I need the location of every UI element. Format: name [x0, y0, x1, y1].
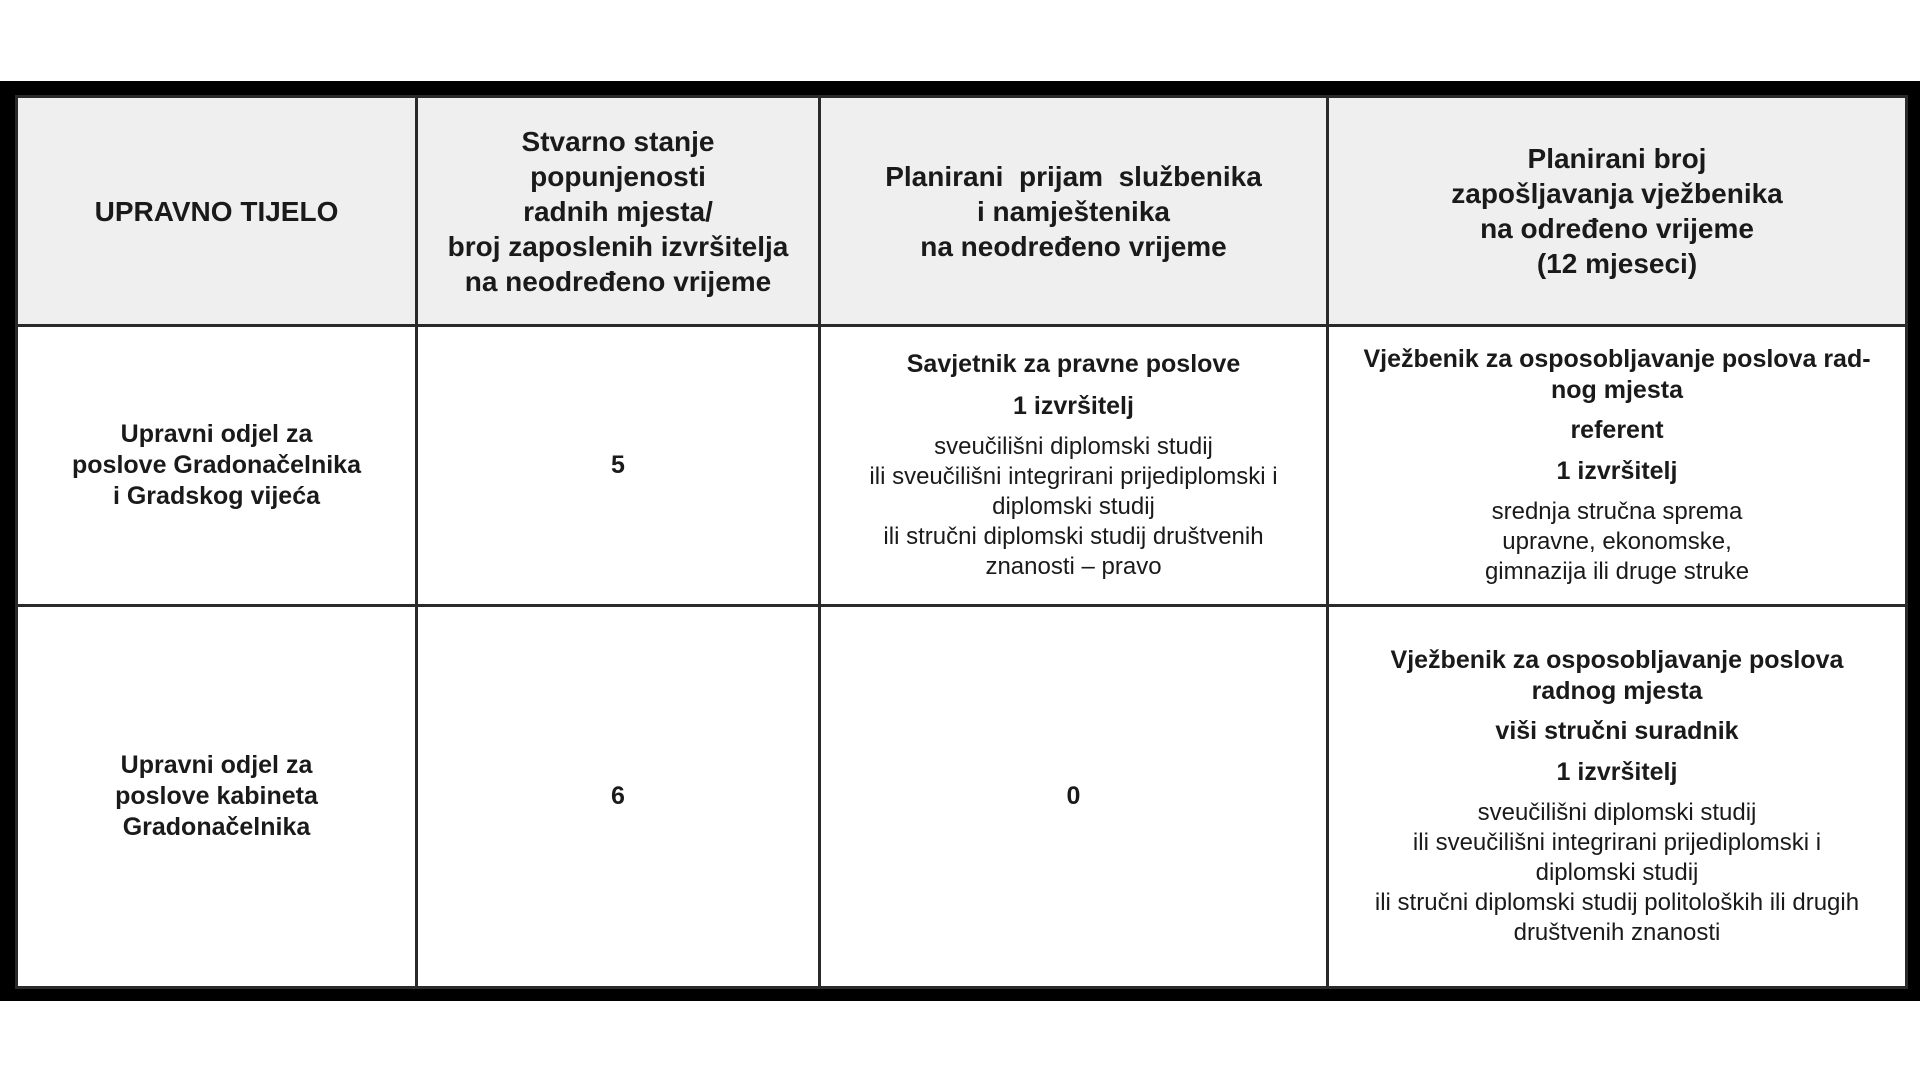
executor-count: 1 izvršitelj	[1013, 391, 1134, 420]
planned-hire-cell	[820, 326, 1328, 606]
table-frame	[0, 81, 1920, 1001]
staffing-plan-table	[15, 95, 1908, 989]
requirement-line: diplomski studij	[1535, 859, 1699, 886]
requirement-line: srednja stručna sprema	[1491, 498, 1743, 525]
requirement-line: ili sveučilišni integrirani prijediplomski i	[869, 462, 1278, 490]
requirement-line: ili stručni diplomski studij društvenih	[883, 522, 1264, 550]
employed-count-cell: 6	[417, 606, 820, 988]
department-cell: Upravni odjel za poslove kabineta Gradonačelnika	[17, 606, 417, 988]
table-row	[17, 326, 1907, 606]
header-planirani-prijam: Planirani prijam službenika i namještenika na neodređeno vrijeme	[820, 97, 1328, 326]
header-planirani-broj-vjezbenika: Planirani broj zapošljavanja vježbenika na određeno vrijeme (12 mjeseci)	[1328, 97, 1907, 326]
trainee-title: Vježbenik za osposobljavanje poslova radnog mjesta	[1390, 646, 1844, 706]
trainee-rank: viši stručni suradnik	[1495, 716, 1739, 745]
trainee-rank: referent	[1570, 415, 1664, 444]
planned-hire-cell: 0	[820, 606, 1328, 988]
table-row	[17, 606, 1907, 988]
requirement-line: društvenih znanosti	[1513, 919, 1721, 946]
requirement-line: znanosti – pravo	[985, 552, 1162, 580]
executor-count: 1 izvršitelj	[1556, 757, 1678, 786]
department-cell: Upravni odjel za poslove Gradonačelnika i Gradskog vijeća	[17, 326, 417, 606]
header-stvarno-stanje: Stvarno stanje popunjenosti radnih mjesta/ broj zaposlenih izvršitelja na neodređeno vrijeme	[417, 97, 820, 326]
trainee-cell	[1328, 606, 1907, 988]
requirement-line: gimnazija ili druge struke	[1484, 558, 1750, 585]
trainee-title: Vježbenik za osposobljavanje poslova rad- nog mjesta	[1363, 345, 1871, 405]
executor-count: 1 izvršitelj	[1556, 456, 1678, 485]
table-header-row	[17, 97, 1907, 326]
requirement-line: ili stručni diplomski studij politoloških ili drugih	[1374, 889, 1860, 916]
position-title: Savjetnik za pravne poslove	[906, 350, 1241, 379]
requirement-line: diplomski studij	[992, 492, 1155, 520]
requirement-line: sveučilišni diplomski studij	[1477, 799, 1757, 826]
requirement-line: ili sveučilišni integrirani prijediplomski i	[1412, 829, 1822, 856]
employed-count-cell: 5	[417, 326, 820, 606]
trainee-cell	[1328, 326, 1907, 606]
requirement-line: sveučilišni diplomski studij	[934, 432, 1213, 460]
header-upravno-tijelo: UPRAVNO TIJELO	[17, 97, 417, 326]
requirement-line: upravne, ekonomske,	[1502, 528, 1732, 555]
